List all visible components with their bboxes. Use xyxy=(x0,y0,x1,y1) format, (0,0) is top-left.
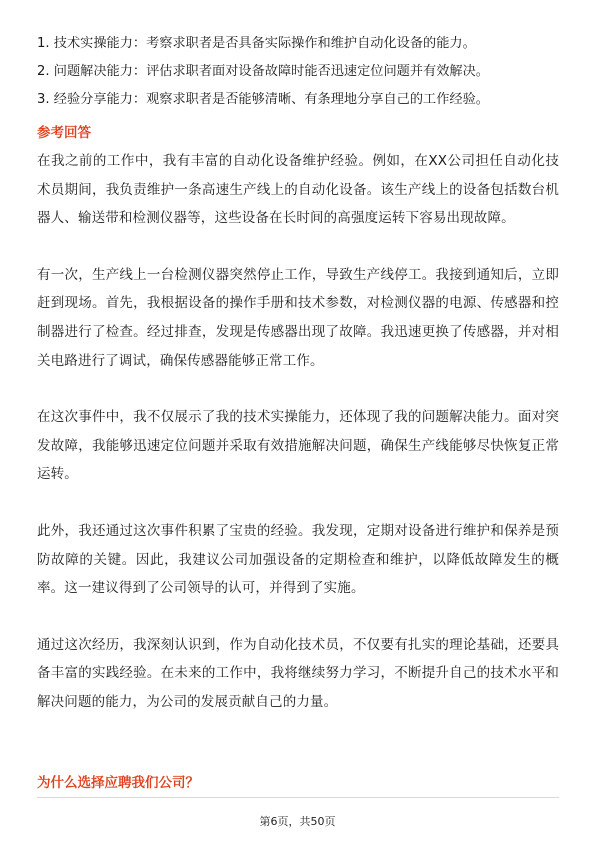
answer-paragraph: 在这次事件中，我不仅展示了我的技术实操能力，还体现了我的问题解决能力。面对突发故障，我能够迅速定位问题并采取有效措施解决问题，确保生产线能够尽快恢复正常运转。 xyxy=(37,409,559,483)
answer-paragraph: 通过这次经历，我深刻认识到，作为自动化技术员，不仅要有扎实的理论基础，还要具备丰富的实践经验。在未来的工作中，我将继续努力学习，不断提升自己的技术水平和解决问题的能力，为公司的发展贡献自己的力量。 xyxy=(37,636,559,710)
answer-paragraph: 有一次，生产线上一台检测仪器突然停止工作，导致生产线停工。我接到通知后，立即赶到现场。首先，我根据设备的操作手册和技术参数，对检测仪器的电源、传感器和控制器进行了检查。经过排查，发现是传感器出现了故障。我迅速更换了传感器，并对相关电路进行了调试，确保传感器能够正常工作。 xyxy=(37,266,559,369)
evaluation-criteria-list xyxy=(37,30,562,114)
criteria-item-technical-skill: 1. 技术实操能力：考察求职者是否具备实际操作和维护自动化设备的能力。 xyxy=(37,36,476,51)
criteria-item-problem-solving: 2. 问题解决能力：评估求职者面对设备故障时能否迅速定位问题并有效解决。 xyxy=(37,64,489,79)
reference-answer xyxy=(37,147,559,745)
answer-section-label: 参考回答 xyxy=(37,125,91,141)
section-divider xyxy=(37,797,559,798)
criteria-item-experience-sharing: 3. 经验分享能力：观察求职者是否能够清晰、有条理地分享自己的工作经验。 xyxy=(37,92,489,107)
next-question-heading: 为什么选择应聘我们公司？ xyxy=(37,775,199,791)
answer-paragraph: 在我之前的工作中，我有丰富的自动化设备维护经验。例如，在XX公司担任自动化技术员期间，我负责维护一条高速生产线上的自动化设备。该生产线上的设备包括数台机器人、输送带和检测仪器等，这些设备在长时间的高强度运转下容易出现故障。 xyxy=(37,153,559,227)
page-number-footer: 第6页，共50页 xyxy=(259,815,336,828)
answer-paragraph: 此外，我还通过这次事件积累了宝贵的经验。我发现，定期对设备进行维护和保养是预防故障的关键。因此，我建议公司加强设备的定期检查和维护，以降低故障发生的概率。这一建议得到了公司领导的认可，并得到了实施。 xyxy=(37,522,559,597)
